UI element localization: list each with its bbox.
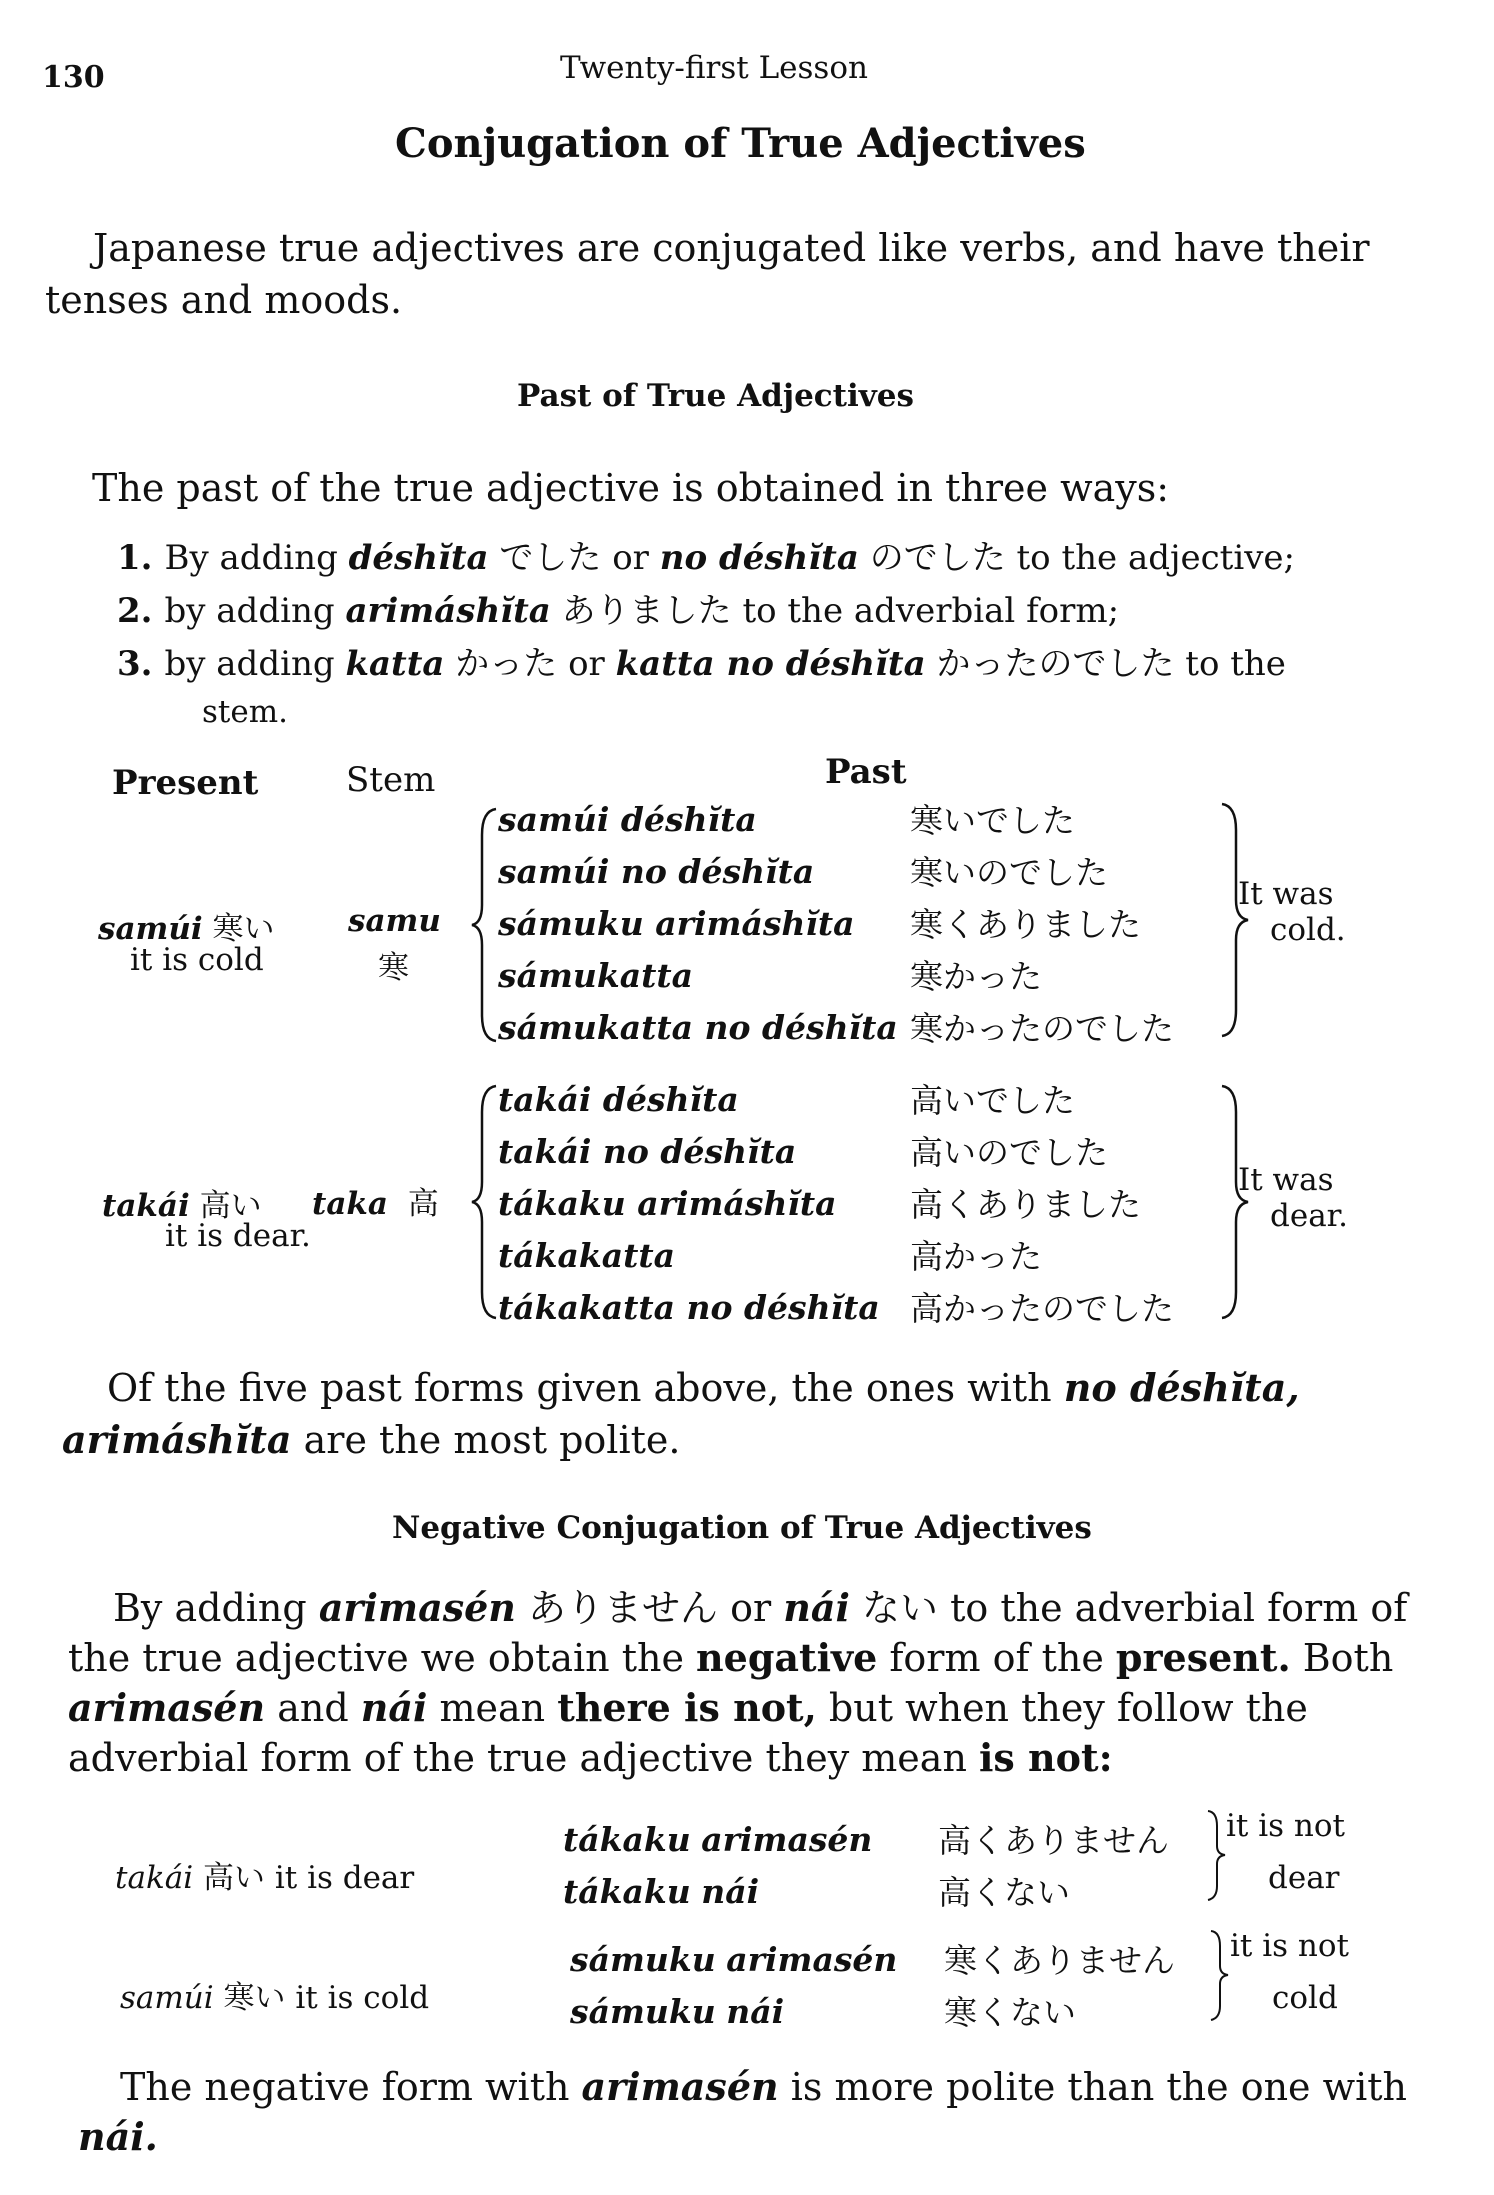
kana-term: ありました <box>561 591 732 631</box>
list-text: or <box>557 644 616 684</box>
past-heading: Past of True Adjectives <box>517 378 914 414</box>
column-header-stem: Stem <box>346 760 436 800</box>
right-brace <box>1218 1082 1252 1322</box>
list-item-1 <box>117 530 1295 579</box>
past-kana: 寒かった <box>910 957 1042 996</box>
negative-form-row: sámuku arimasén <box>570 1940 898 1979</box>
kana-term: でした <box>499 538 602 578</box>
list-item-3-continuation: stem. <box>202 694 288 730</box>
past-form-row: takái déshĭta <box>498 1080 739 1119</box>
kana-term: かった <box>455 644 558 684</box>
negative-meaning-dear-line2: dear <box>1268 1860 1340 1896</box>
negative-kana: 寒くない <box>944 1993 1076 2032</box>
negative-paragraph: By adding arimasén ありません or nái ない to the adverbial form of the true adjective we obtain the negative form of the present. Both arimasén and nái mean there is not, but when they follow the adverbial form of the true adjective they mean is not: <box>68 1585 1408 1780</box>
right-brace <box>1208 1928 1232 2023</box>
negative-form-row: tákaku arimasén <box>563 1820 873 1859</box>
closing-paragraph: The negative form with arimasén is more polite than the one with nái. <box>78 2064 1408 2159</box>
negative-heading: Negative Conjugation of True Adjectives <box>392 1510 1092 1546</box>
romaji-term: katta no déshĭta <box>615 644 926 684</box>
meaning-cold-line1: It was <box>1238 876 1334 912</box>
list-text: by adding <box>164 591 346 631</box>
romaji-term: déshĭta <box>348 538 489 578</box>
stem-roman-samu: samu <box>348 903 441 939</box>
past-kana: 高いのでした <box>910 1133 1108 1172</box>
list-text: By adding <box>164 538 349 578</box>
past-form-row: takái no déshĭta <box>498 1132 797 1171</box>
past-kana: 寒いのでした <box>910 853 1108 892</box>
list-text: by adding <box>164 644 346 684</box>
left-brace <box>470 1082 500 1322</box>
past-form-row: tákakatta <box>498 1236 675 1275</box>
list-text: or <box>601 538 660 578</box>
past-form-row: sámuku arimáshĭta <box>498 904 855 943</box>
past-form-row: sámukatta no déshĭta <box>498 1008 898 1047</box>
list-text: to the adjective; <box>1005 538 1296 578</box>
stem-kanji-samu: 寒 <box>378 950 409 986</box>
stem-taka: taka 高 <box>312 1186 439 1222</box>
negative-adjective-takai: takái 高い it is dear <box>115 1860 415 1896</box>
past-form-row: samúi no déshĭta <box>498 852 815 891</box>
negative-kana: 高くありません <box>938 1821 1169 1860</box>
kana-term: かったのでした <box>936 644 1175 684</box>
past-form-row: tákakatta no déshĭta <box>498 1288 880 1327</box>
present-gloss-takai: it is dear. <box>165 1218 311 1254</box>
past-kana: 寒いでした <box>910 801 1075 840</box>
politeness-note: Of the five past forms given above, the ones with no déshĭta, arimáshĭta are the most polite. <box>62 1365 1300 1462</box>
column-header-past: Past <box>825 752 907 792</box>
list-number: 2. <box>117 591 153 631</box>
left-brace <box>470 805 500 1045</box>
meaning-cold-line2: cold. <box>1270 912 1346 948</box>
past-kana: 寒くありました <box>910 905 1141 944</box>
column-header-present: Present <box>112 763 259 803</box>
meaning-dear-line2: dear. <box>1270 1198 1348 1234</box>
kana-term: のでした <box>869 538 1006 578</box>
past-kana: 高かったのでした <box>910 1289 1174 1328</box>
negative-meaning-dear-line1: it is not <box>1226 1808 1345 1844</box>
negative-meaning-cold-line1: it is not <box>1230 1928 1349 1964</box>
list-text: to the <box>1174 644 1286 684</box>
right-brace <box>1218 800 1252 1040</box>
list-item-3 <box>117 636 1286 685</box>
past-form-row: samúi déshĭta <box>498 800 757 839</box>
past-lead: The past of the true adjective is obtained in three ways: <box>92 466 1170 510</box>
past-form-row: sámukatta <box>498 956 693 995</box>
list-text: to the adverbial form; <box>731 591 1120 631</box>
past-kana: 寒かったのでした <box>910 1009 1174 1048</box>
past-kana: 高かった <box>910 1237 1042 1276</box>
negative-adjective-samui: samúi 寒い it is cold <box>120 1980 430 2016</box>
past-kana: 高いでした <box>910 1081 1075 1120</box>
list-item-2 <box>117 583 1119 632</box>
present-gloss-samui: it is cold <box>130 942 264 978</box>
meaning-dear-line1: It was <box>1238 1162 1334 1198</box>
list-number: 1. <box>117 538 153 578</box>
present-form-samui: samúi 寒い <box>98 911 275 947</box>
negative-kana: 寒くありません <box>944 1941 1175 1980</box>
negative-kana: 高くない <box>938 1873 1070 1912</box>
past-kana: 高くありました <box>910 1185 1141 1224</box>
negative-form-row: sámuku nái <box>570 1992 785 2031</box>
page-title: Conjugation of True Adjectives <box>395 120 1086 167</box>
romaji-term: katta <box>345 644 445 684</box>
list-number: 3. <box>117 644 153 684</box>
negative-meaning-cold-line2: cold <box>1272 1980 1338 2016</box>
page-number: 130 <box>42 60 105 95</box>
past-form-row: tákaku arimáshĭta <box>498 1184 837 1223</box>
romaji-term: arimáshĭta <box>345 591 551 631</box>
intro-paragraph: Japanese true adjectives are conjugated like verbs, and have their tenses and moods. <box>45 226 1370 322</box>
negative-form-row: tákaku nái <box>563 1872 760 1911</box>
romaji-term: no déshĭta <box>659 538 859 578</box>
present-form-takai: takái 高い <box>102 1188 262 1224</box>
running-head: Twenty-first Lesson <box>560 50 868 86</box>
